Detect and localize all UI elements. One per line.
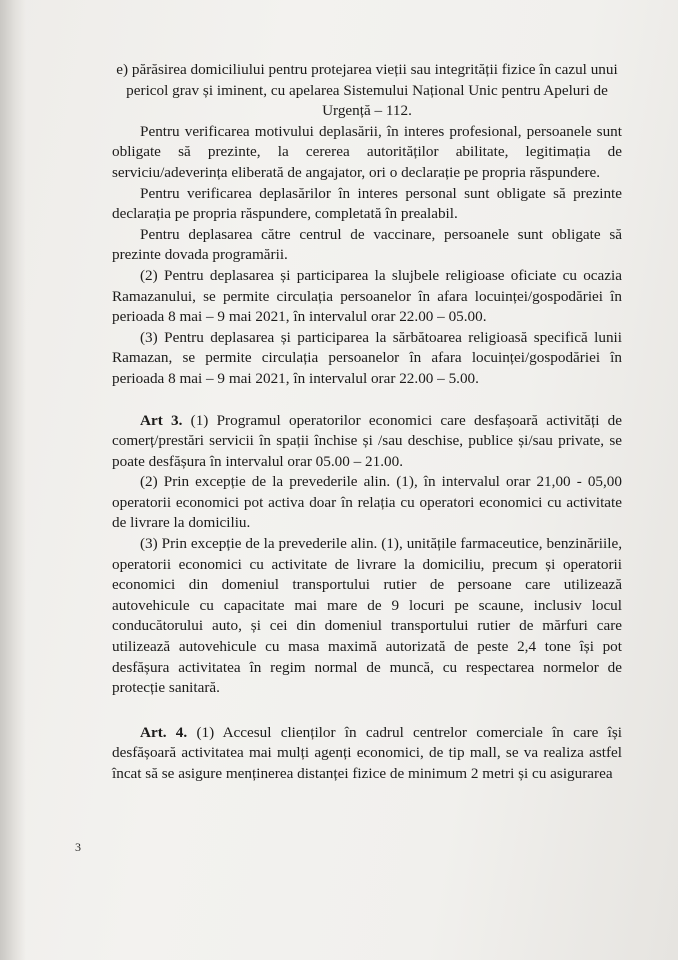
article-3-text-1: (1) Programul operatorilor economici care desfașoară activități de comerț/prestări servicii în spații închise și /sau deschise, publice și/sau private, se poate desfășura în intervalul orar 05.00 – 21.00.	[112, 411, 622, 470]
paragraph-personal-verification: Pentru verificarea deplasărilor în interes personal sunt obligate să prezinte declarația pe propria răspundere, completată în prealabil.	[112, 184, 622, 223]
paragraph-e-leaving-home: e) părăsirea domiciliului pentru protejarea vieții sau integrității fizice în cazul unui pericol grav și iminent, cu apelarea Sistemului Național Unic pentru Apeluri de Urgență – 112.	[116, 61, 618, 120]
paragraph-professional-verification: Pentru verificarea motivului deplasării, în interes profesional, persoanele sunt obligate să prezinte, la cererea autorităților abilitate, legitimația de serviciu/adeverința eliberată de angajator, ori o declarație pe propria răspundere.	[112, 122, 622, 181]
page-number: 3	[75, 840, 81, 854]
article-4-text-1: (1) Accesul clienților în cadrul centrelor comerciale în care își desfășoară activitatea mai mulți agenți economici, de tip mall, se va realiza astfel încat să se asigure menținerea distanței fizice de minimum 2 metri și cu asigurarea	[112, 723, 622, 782]
page-binding-shadow	[0, 0, 26, 960]
article-4-heading: Art. 4.	[140, 723, 188, 741]
article-3-paragraph-1	[112, 411, 622, 473]
article-3-paragraph-3: (3) Prin excepție de la prevederile alin. (1), unitățile farmaceutice, benzinăriile, operatorii economici cu activitate de livrare la domiciliu, precum și operatorii economici din domeniul transportului rutier de persoane care utilizează autovehicule cu capacitate mai mare de 9 locuri pe scaune, inclusiv locul conducătorului auto, și cei din domeniul transportului rutier de mărfuri care utilizează autovehicule cu masa maximă autorizată de peste 2,4 tone își pot desfășura activitatea în regim normal de muncă, cu respectarea normelor de protecție sanitară.	[112, 535, 622, 697]
article-3-paragraph-2: (2) Prin excepție de la prevederile alin. (1), în intervalul orar 21,00 - 05,00 operatorii economici pot activa doar în relația cu operatori economici cu activitate de livrare la domiciliu.	[112, 473, 622, 532]
paragraph-vaccination-trip: Pentru deplasarea către centrul de vaccinare, persoanele sunt obligate să prezinte dovada programării.	[112, 225, 622, 264]
document-body	[112, 60, 622, 785]
article-3-heading: Art 3.	[140, 411, 183, 429]
paragraph-ramadan-services: (2) Pentru deplasarea și participarea la slujbele religioase oficiate cu ocazia Ramazanului, se permite circulația persoanelor în afara locuinței/gospodăriei în perioada 8 mai – 9 mai 2021, în intervalul orar 22.00 – 05.00.	[112, 266, 622, 326]
article-4-paragraph-1	[112, 723, 622, 785]
paragraph-ramadan-holiday: (3) Pentru deplasarea și participarea la sărbătoarea religioasă specifică lunii Ramazan, se permite circulația persoanelor în afara locuinței/gospodăriei în perioada 8 mai – 9 mai 2021, în intervalul orar 22.00 – 5.00.	[112, 328, 622, 387]
